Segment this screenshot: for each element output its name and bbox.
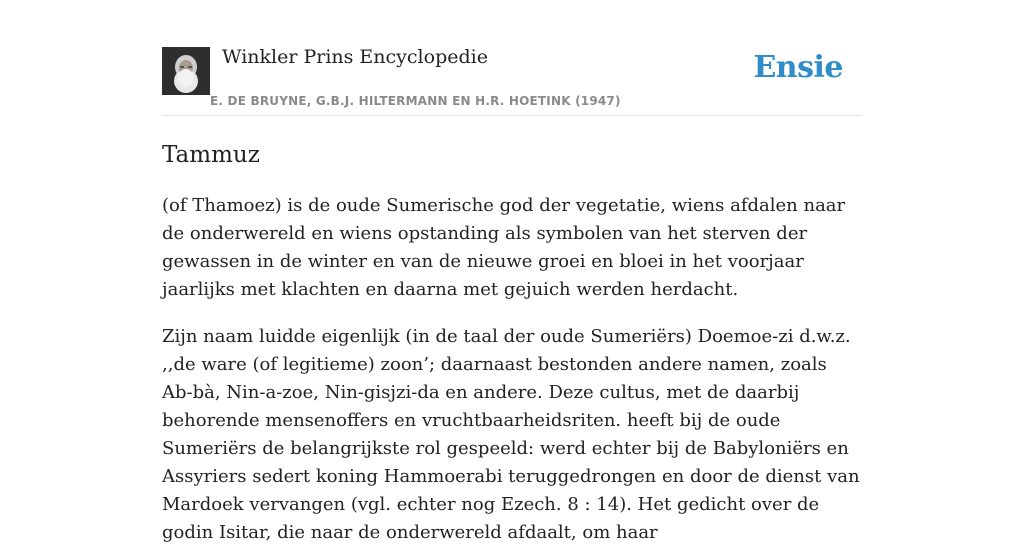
article-paragraph-1: (of Thamoez) is de oude Sumerische god der vegetatie, wiens afdalen naar de onderwereld en wiens opstanding als symbolen van het sterven der gewassen in de winter en van de nieuwe groei en bloei in het voorjaar jaarlijks met klachten en daarna met gejuich werden herdacht. <box>162 195 846 300</box>
article-paragraph-2: Zijn naam luidde eigenlijk (in de taal der oude Sumeriërs) Doemoe-zi d.w.z. ,,de ware (of legitieme) zoon’; daarnaast bestonden andere namen, zoals Ab-bà, Nin-a-zoe, Nin-gisjzi-da en andere. Deze cultus, met de daarbij behorende mensenoffers en vruchtbaarheidsriten. heeft bij de oude Sumeriërs de belangrijkste rol gespeeld: werd echter bij de Babyloniërs en Assyriers sedert koning Hammoerabi teruggedrongen en door de dienst van Mardoek vervangen (vgl. echter nog Ezech. 8 : 14). Het gedicht over de godin Isitar, die naar de onderwereld afdaalt, om haar <box>162 326 860 543</box>
brand-logo-link[interactable]: Ensie <box>753 50 843 85</box>
site-header <box>162 44 862 116</box>
site-authors: E. DE BRUYNE, G.B.J. HILTERMANN EN H.R. HOETINK (1947) <box>210 94 621 108</box>
article-title: Tammuz <box>162 142 260 168</box>
site-title[interactable]: Winkler Prins Encyclopedie <box>222 46 488 68</box>
author-portrait-avatar <box>162 47 210 95</box>
article <box>162 140 862 547</box>
portrait-icon <box>162 47 210 95</box>
